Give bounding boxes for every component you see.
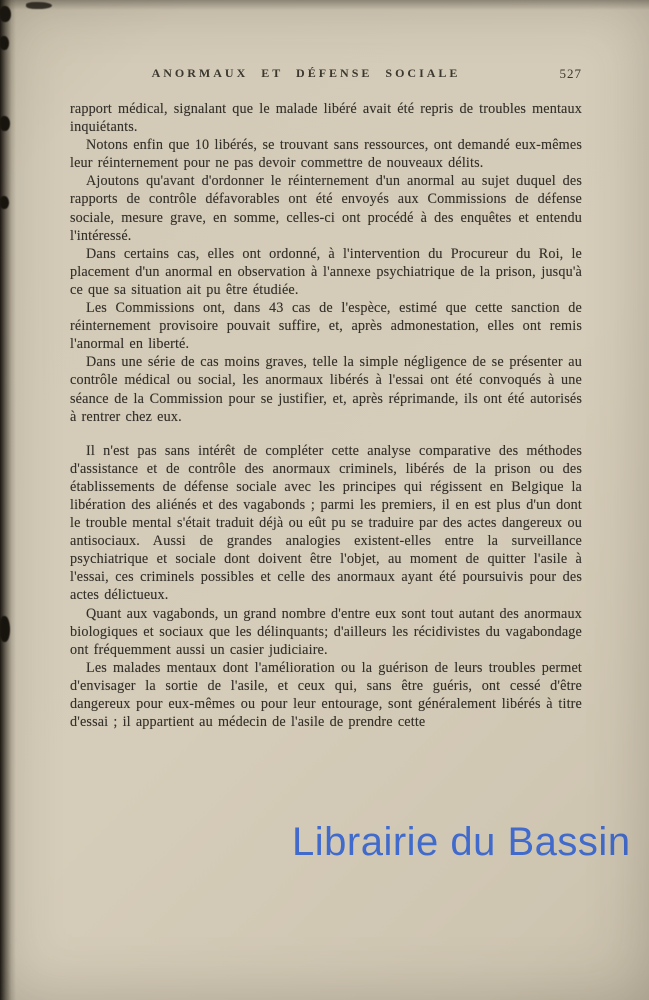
running-header — [70, 66, 582, 86]
paragraph: Notons enfin que 10 libérés, se trouvant sans ressources, ont demandé eux-mêmes leur réinternement pour ne pas devoir commettre de nouveaux délits. — [70, 137, 582, 172]
paragraph: Quant aux vagabonds, un grand nombre d'entre eux sont tout autant des anormaux biologiques et sociaux que les délinquants; d'ailleurs les récidivistes du vagabondage ont fréquemment aussi un casier judiciaire. — [70, 605, 582, 658]
paragraph: Les Commissions ont, dans 43 cas de l'espèce, estimé que cette sanction de réinternement provisoire pouvait suffire, et, après admonestation, elles ont remis l'anormal en liberté. — [70, 300, 582, 353]
scan-artifact — [0, 196, 9, 209]
page-text-block — [70, 66, 582, 731]
scan-artifact — [0, 36, 9, 50]
paragraph: Dans certains cas, elles ont ordonné, à l'intervention du Procureur du Roi, le placement d'un anormal en observation à l'annexe psychiatrique de la prison, jusqu'à ce que sa situation ait pu être étudiée. — [70, 245, 582, 298]
scan-artifact — [0, 116, 10, 131]
book-spine-edge — [0, 0, 16, 1000]
scan-shadow-top — [0, 0, 649, 10]
paragraph: Il n'est pas sans intérêt de compléter cette analyse comparative des méthodes d'assistance et de contrôle des anormaux criminels, libérés de la prison ou des établissements de défense sociale avec les principes qui régissent en Belgique la libération des aliénés et des vagabonds ; parmi les premiers, il en est plus d'un dont le trouble mental s'était traduit déjà ou eût pu se traduire par des actes dangereux ou antisociaux. Aussi de grandes analogies existent-elles entre la surveillance psychiatrique et sociale dont doivent être l'objet, au moment de quitter l'asile à l'essai, ces criminels possibles et celle des anormaux ayant été poursuivis pour des actes délictueux. — [70, 442, 582, 604]
paragraph: Les malades mentaux dont l'amélioration ou la guérison de leurs troubles permet d'envisager la sortie de l'asile, et ceux qui, sans être guéris, ont cessé d'être dangereux pour eux-mêmes ou pour leur entourage, sont généralement libérés à titre d'essai ; il appartient au médecin de l'asile de prendre cette — [70, 659, 582, 731]
running-header-title: ANORMAUX ET DÉFENSE SOCIALE — [151, 66, 461, 80]
body-text — [70, 100, 582, 731]
page-number: 527 — [559, 66, 582, 81]
scan-artifact — [0, 616, 10, 642]
paragraph: Dans une série de cas moins graves, telle la simple négligence de se présenter au contrôle médical ou social, les anormaux libérés à l'essai ont été convoqués à une séance de la Commission pour se justifier, et, après réprimande, ils ont été autorisés à rentrer chez eux. — [70, 354, 582, 425]
scan-artifact — [0, 6, 11, 22]
paragraph: rapport médical, signalant que le malade libéré avait été repris de troubles mentaux inquiétants. — [70, 101, 582, 136]
paragraph: Ajoutons qu'avant d'ordonner le réinternement d'un anormal au sujet duquel des rapports de contrôle défavorables ont été envoyés aux Commissions de défense sociale, mesure grave, en somme, celles-ci ont procédé à des enquêtes et entendu l'intéressé. — [70, 173, 582, 244]
scan-artifact — [26, 2, 52, 9]
bookseller-watermark: Librairie du Bassin — [292, 820, 631, 864]
